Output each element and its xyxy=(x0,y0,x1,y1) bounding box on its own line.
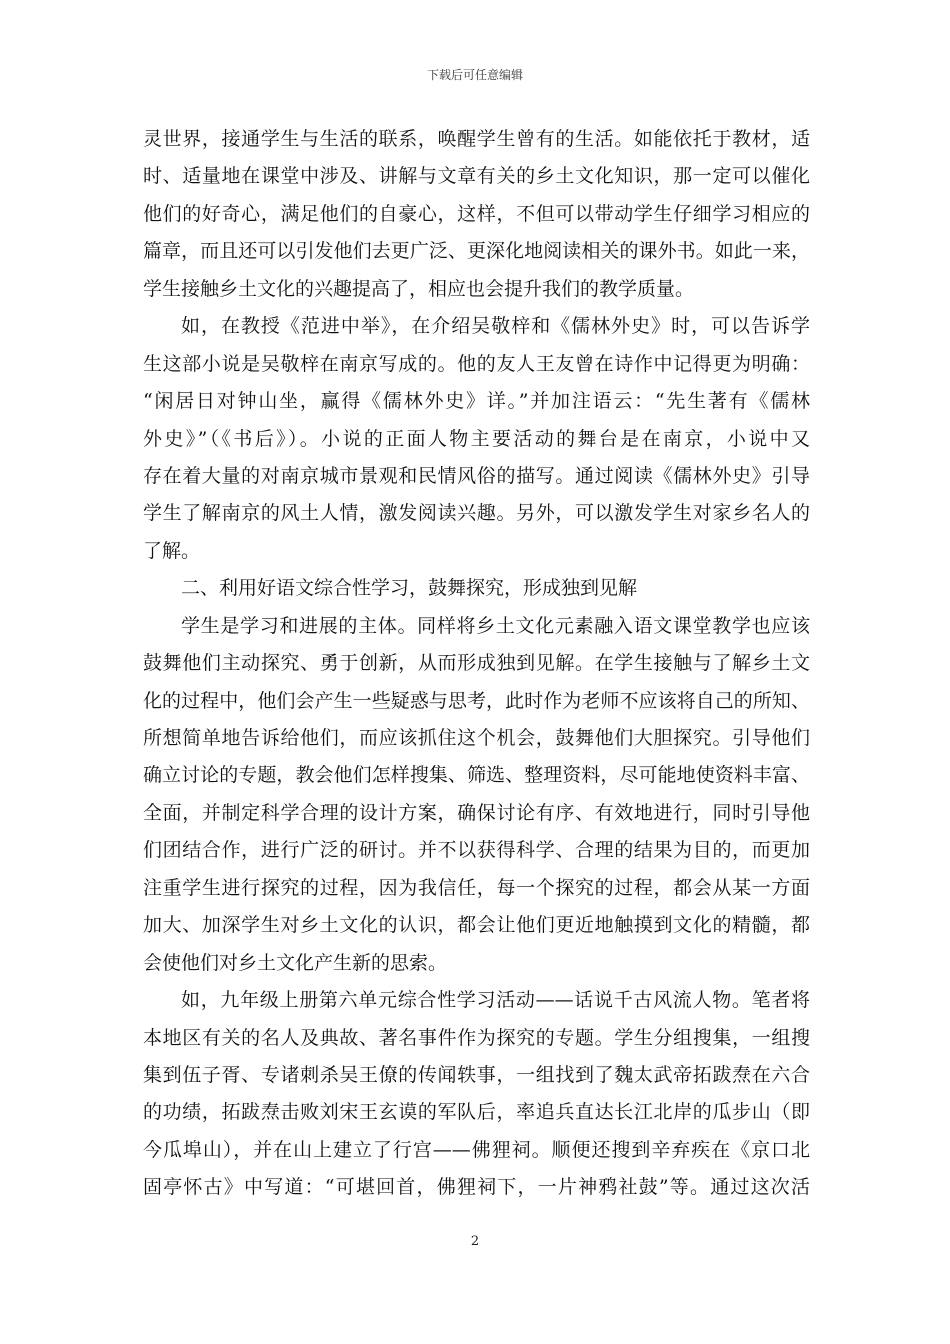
text-line: 全面，并制定科学合理的设计方案，确保讨论有序、有效地进行，同时引导他 xyxy=(143,801,810,824)
text-line: 他们的好奇心，满足他们的自豪心，这样，不但可以带动学生仔细学习相应的 xyxy=(143,202,810,225)
text-line: 学生了解南京的风土人情，激发阅读兴趣。另外，可以激发学生对家乡名人的 xyxy=(143,502,810,525)
text-line: 确立讨论的专题，教会他们怎样搜集、筛选、整理资料，尽可能地使资料丰富、 xyxy=(143,764,810,787)
text-line: 们团结合作，进行广泛的研讨。并不以获得科学、合理的结果为目的，而更加 xyxy=(143,839,810,862)
text-line: “闲居日对钟山坐，赢得《儒林外史》详。”并加注语云：“先生著有《儒林 xyxy=(143,390,810,413)
text-line: 如，在教授《范进中举》，在介绍吴敬梓和《儒林外史》时，可以告诉学 xyxy=(181,315,810,338)
text-line: 篇章，而且还可以引发他们去更广泛、更深化地阅读相关的课外书。如此一来， xyxy=(143,240,810,263)
section-heading: 二、利用好语文综合性学习，鼓舞探究，形成独到见解 xyxy=(181,577,638,600)
text-line: 存在着大量的对南京城市景观和民情风俗的描写。通过阅读《儒林外史》引导 xyxy=(143,464,810,487)
text-line: 所想简单地告诉给他们，而应该抓住这个机会，鼓舞他们大胆探究。引导他们 xyxy=(143,727,810,749)
text-line: 固亭怀古》中写道：“可堪回首，佛狸祠下，一片神鸦社鼓”等。通过这次活 xyxy=(143,1176,810,1199)
text-line: 灵世界，接通学生与生活的联系，唤醒学生曾有的生活。如能依托于教材，适 xyxy=(143,128,810,150)
text-line: 鼓舞他们主动探究、勇于创新，从而形成独到见解。在学生接触与了解乡土文 xyxy=(143,652,810,675)
text-line: 的功绩，拓跋焘击败刘宋王玄谟的军队后，率追兵直达长江北岸的瓜步山（即 xyxy=(143,1101,810,1124)
document-body xyxy=(143,121,810,1207)
text-line: 本地区有关的名人及典故、著名事件作为探究的专题。学生分组搜集，一组搜 xyxy=(143,1026,810,1049)
text-line: 今瓜埠山），并在山上建立了行宫——佛狸祠。顺便还搜到辛弃疾在《京口北 xyxy=(143,1138,810,1161)
text-line: 集到伍子胥、专诸刺杀吴王僚的传闻轶事，一组找到了魏太武帝拓跋焘在六合 xyxy=(143,1063,810,1086)
page-header: 下载后可任意编辑 xyxy=(426,68,523,82)
text-line: 时、适量地在课堂中涉及、讲解与文章有关的乡土文化知识，那一定可以催化 xyxy=(143,165,810,188)
text-line: 外史》”（《书后》）。小说的正面人物主要活动的舞台是在南京，小说中又 xyxy=(143,427,810,450)
text-line: 了解。 xyxy=(143,539,201,562)
text-line: 学生接触乡土文化的兴趣提高了，相应也会提升我们的教学质量。 xyxy=(143,277,695,300)
text-line: 学生是学习和进展的主体。同样将乡土文化元素融入语文课堂教学也应该 xyxy=(181,614,810,637)
text-line: 化的过程中，他们会产生一些疑惑与思考，此时作为老师不应该将自己的所知、 xyxy=(143,689,810,712)
text-line: 会使他们对乡土文化产生新的思索。 xyxy=(143,951,448,974)
text-line: 如，九年级上册第六单元综合性学习活动——话说千古风流人物。笔者将 xyxy=(181,989,810,1012)
page-number: 2 xyxy=(470,1234,480,1249)
text-line: 注重学生进行探究的过程，因为我信任，每一个探究的过程，都会从某一方面 xyxy=(143,876,810,899)
text-line: 生这部小说是吴敬梓在南京写成的。他的友人王友曾在诗作中记得更为明确： xyxy=(143,352,810,375)
text-line: 加大、加深学生对乡土文化的认识，都会让他们更近地触摸到文化的精髓，都 xyxy=(143,914,810,937)
